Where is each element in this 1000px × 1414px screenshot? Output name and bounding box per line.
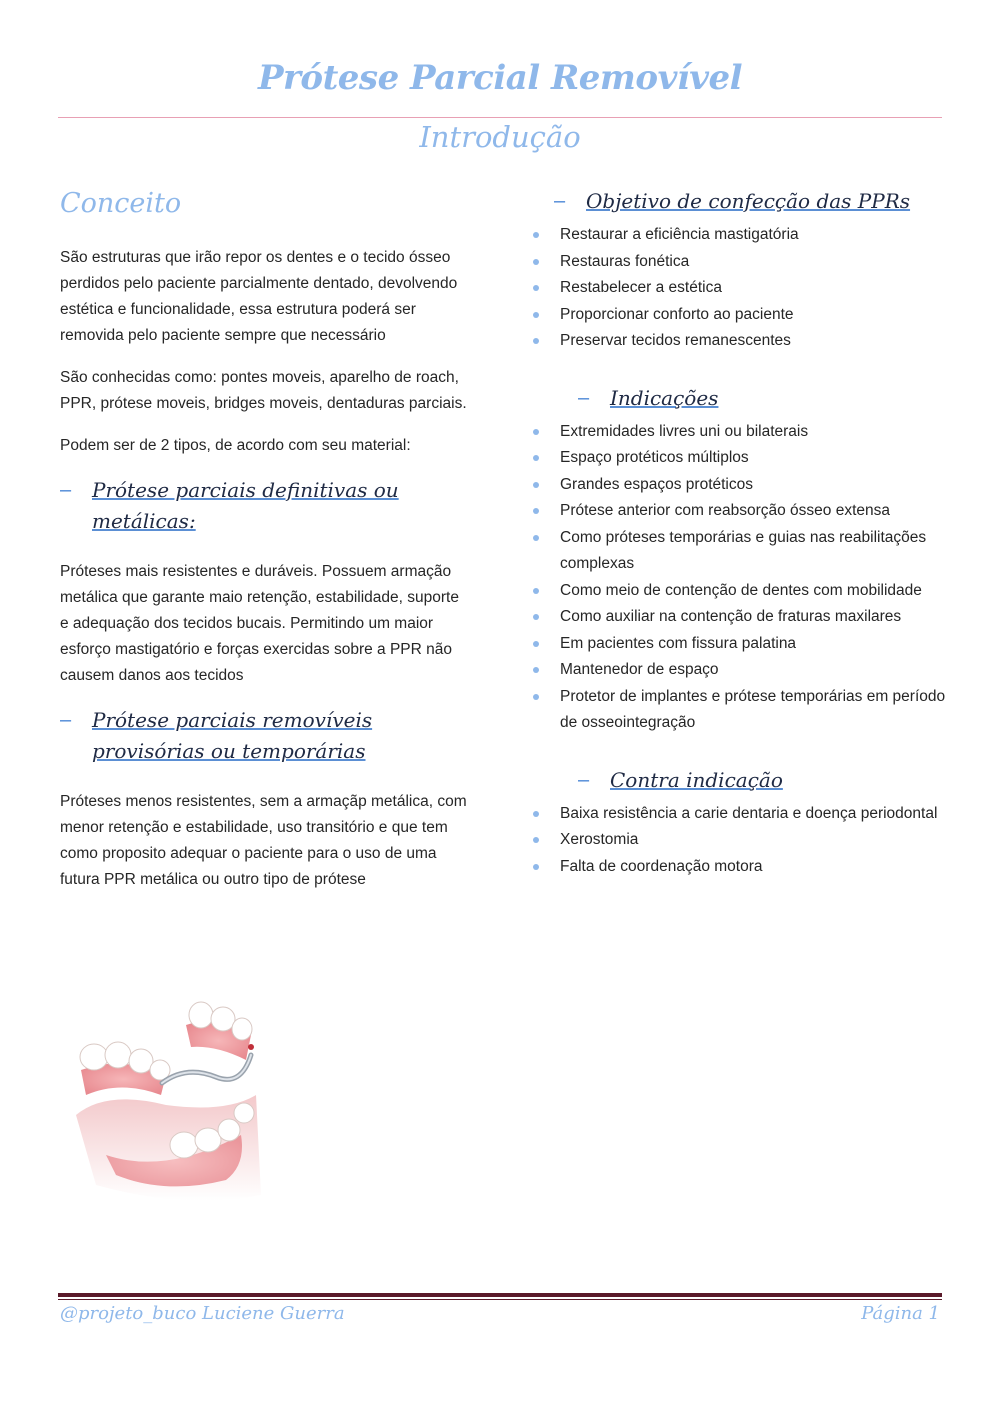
list-item: Grandes espaços protéticos: [528, 472, 948, 499]
page-subtitle: Introdução: [419, 120, 581, 154]
type2-heading-text: Prótese parciais removíveis provisórias ou temporárias: [92, 708, 373, 763]
denture-illustration: [66, 995, 266, 1210]
list-item: Restabelecer a estética: [528, 275, 948, 302]
indications-heading-text: Indicações: [610, 385, 719, 410]
dash-marker: –: [60, 479, 72, 501]
list-item: Restauras fonética: [528, 249, 948, 276]
list-item: Extremidades livres uni ou bilaterais: [528, 419, 948, 446]
type1-heading: [60, 475, 470, 537]
list-item: Baixa resistência a carie dentaria e doença periodontal: [528, 801, 948, 828]
list-item: Protetor de implantes e prótese temporárias em período de osseointegração: [528, 684, 948, 737]
list-item: Prótese anterior com reabsorção ósseo extensa: [528, 498, 948, 525]
list-item: Como meio de contenção de dentes com mobilidade: [528, 578, 948, 605]
contra-list: [528, 801, 948, 881]
names-paragraph: São conhecidas como: pontes moveis, aparelho de roach, PPR, prótese moveis, bridges moveis, dentaduras parciais.: [60, 369, 467, 412]
left-column: [60, 188, 470, 909]
list-item: Xerostomia: [528, 827, 948, 854]
dash-marker: –: [554, 190, 566, 212]
footer-divider-thick: [58, 1293, 942, 1297]
list-item: Restaurar a eficiência mastigatória: [528, 222, 948, 249]
concept-heading: Conceito: [60, 188, 182, 219]
list-item: Como próteses temporárias e guias nas reabilitações complexas: [528, 525, 948, 578]
list-item: Mantenedor de espaço: [528, 657, 948, 684]
contra-heading-text: Contra indicação: [610, 767, 783, 792]
footer-page-number: Página 1: [861, 1303, 940, 1324]
contra-heading: [578, 765, 948, 795]
type2-paragraph: Próteses menos resistentes, sem a armaçãp metálica, com menor retenção e estabilidade, uso transitório e que tem como proposito adequar o paciente para o uso de uma futura PPR metálica ou outro tipo de prótese: [60, 793, 467, 888]
list-item: Falta de coordenação motora: [528, 854, 948, 881]
type2-heading: [60, 705, 470, 767]
objective-heading-text: Objetivo de confecção das PPRs: [586, 189, 911, 213]
objective-list: [528, 222, 948, 355]
type1-heading-text: Prótese parciais definitivas ou metálicas:: [92, 478, 399, 533]
indications-heading: [578, 383, 948, 413]
list-item: Como auxiliar na contenção de fraturas maxilares: [528, 604, 948, 631]
title-divider: [58, 117, 942, 118]
types-intro: Podem ser de 2 tipos, de acordo com seu material:: [60, 437, 411, 454]
right-column: [528, 186, 948, 908]
indications-list: [528, 419, 948, 737]
concept-paragraph: São estruturas que irão repor os dentes e o tecido ósseo perdidos pelo paciente parcialmente dentado, devolvendo estética e funcionalidade, essa estrutura poderá ser removida pelo paciente sempre que necessário: [60, 249, 458, 344]
list-item: Proporcionar conforto ao paciente: [528, 302, 948, 329]
list-item: Preservar tecidos remanescentes: [528, 328, 948, 355]
list-item: Em pacientes com fissura palatina: [528, 631, 948, 658]
objective-heading: [554, 186, 948, 216]
footer-author: @projeto_buco Luciene Guerra: [60, 1303, 345, 1324]
dash-marker: –: [578, 768, 590, 791]
footer-divider-thin: [58, 1299, 942, 1300]
list-item: Espaço protéticos múltiplos: [528, 445, 948, 472]
page-title: Prótese Parcial Removível: [257, 58, 743, 98]
dash-marker: –: [578, 386, 590, 409]
dash-marker: –: [60, 709, 72, 731]
type1-paragraph: Próteses mais resistentes e duráveis. Possuem armação metálica que garante maio retenção, estabilidade, suporte e adequação dos tecidos bucais. Permitindo um maior esforço mastigatório e forças exercidas sobre a PPR não causem danos aos tecidos: [60, 563, 459, 684]
